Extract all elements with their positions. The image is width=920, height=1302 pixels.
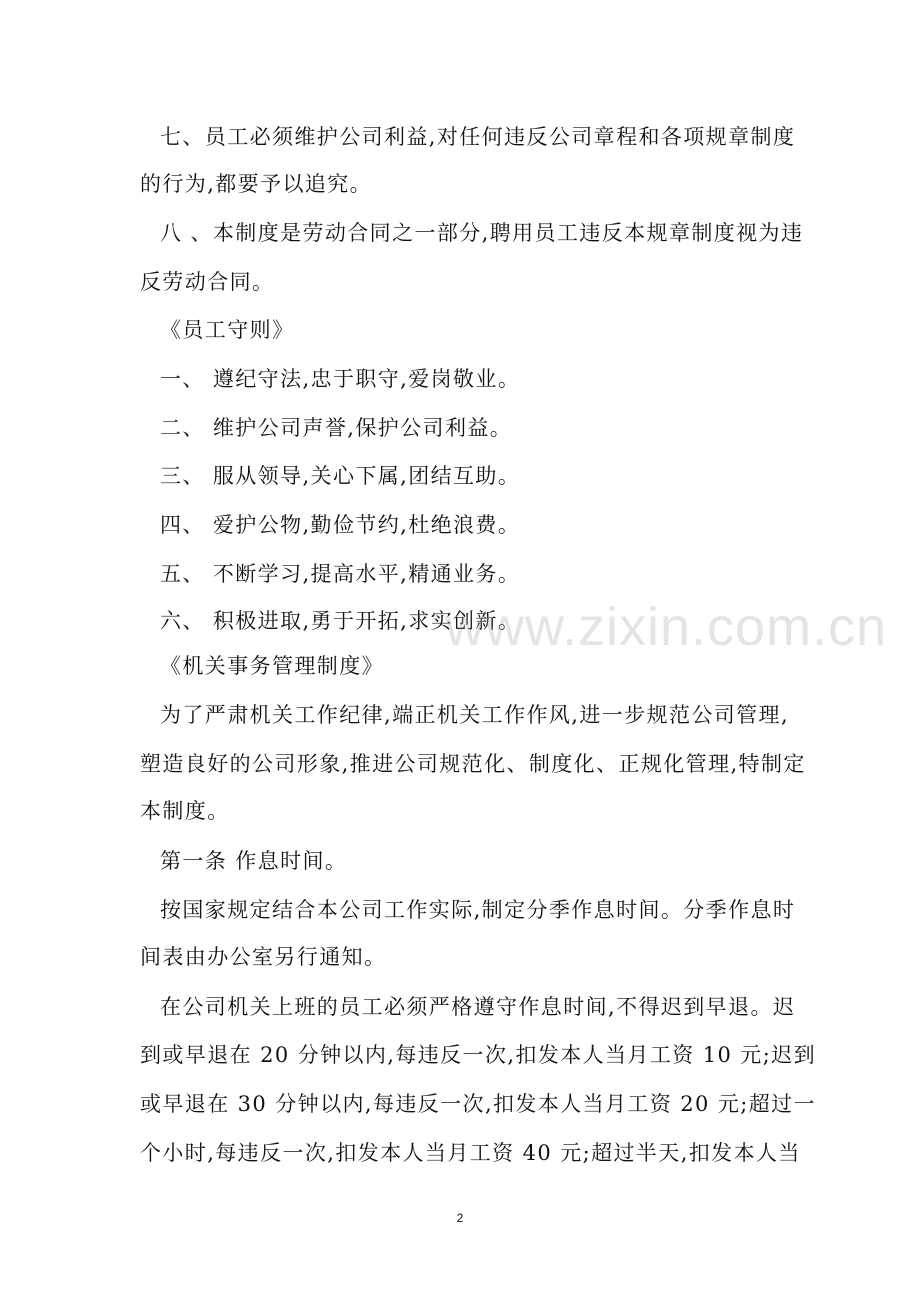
text-line: 到或早退在 20 分钟以内,每违反一次,扣发本人当月工资 10 元;迟到 — [140, 1043, 816, 1067]
list-item: 一、 遵纪守法,忠于职守,爱岗敬业。 — [160, 367, 521, 391]
list-item: 五、 不断学习,提高水平,精通业务。 — [160, 562, 521, 586]
article-title: 第一条 作息时间。 — [160, 849, 348, 873]
text-line: 按国家规定结合本公司工作实际,制定分季作息时间。分季作息时 — [160, 898, 796, 922]
text-line: 个小时,每违反一次,扣发本人当月工资 40 元;超过半天,扣发本人当 — [140, 1141, 801, 1165]
text-line: 本制度。 — [140, 799, 230, 823]
text-line: 的行为,都要予以追究。 — [140, 172, 373, 196]
section-title: 《机关事务管理制度》 — [160, 654, 384, 678]
page-number: 2 — [456, 1211, 464, 1225]
section-title: 《员工守则》 — [160, 318, 295, 342]
list-item: 六、 积极进取,勇于开拓,求实创新。 — [160, 609, 521, 633]
watermark: www.zixin.com.cn — [445, 597, 888, 657]
list-item: 二、 维护公司声誉,保护公司利益。 — [160, 416, 513, 440]
text-line: 为了严肃机关工作纪律,端正机关工作作风,进一步规范公司管理, — [160, 703, 790, 727]
text-line: 七、员工必须维护公司利益,对任何违反公司章程和各项规章制度 — [160, 125, 796, 149]
text-line: 塑造良好的公司形象,推进公司规范化、制度化、正规化管理,特制定 — [140, 752, 806, 776]
text-line: 在公司机关上班的员工必须严格遵守作息时间,不得迟到早退。迟 — [160, 995, 796, 1019]
text-line: 反劳动合同。 — [140, 270, 275, 294]
list-item: 三、 服从领导,关心下属,团结互助。 — [160, 464, 521, 488]
list-item: 四、 爱护公物,勤俭节约,杜绝浪费。 — [160, 513, 521, 537]
text-line: 或早退在 30 分钟以内,每违反一次,扣发本人当月工资 20 元;超过一 — [140, 1092, 816, 1116]
text-line: 八 、本制度是劳动合同之一部分,聘用员工违反本规章制度视为违 — [160, 221, 804, 245]
text-line: 间表由办公室另行通知。 — [140, 945, 387, 969]
